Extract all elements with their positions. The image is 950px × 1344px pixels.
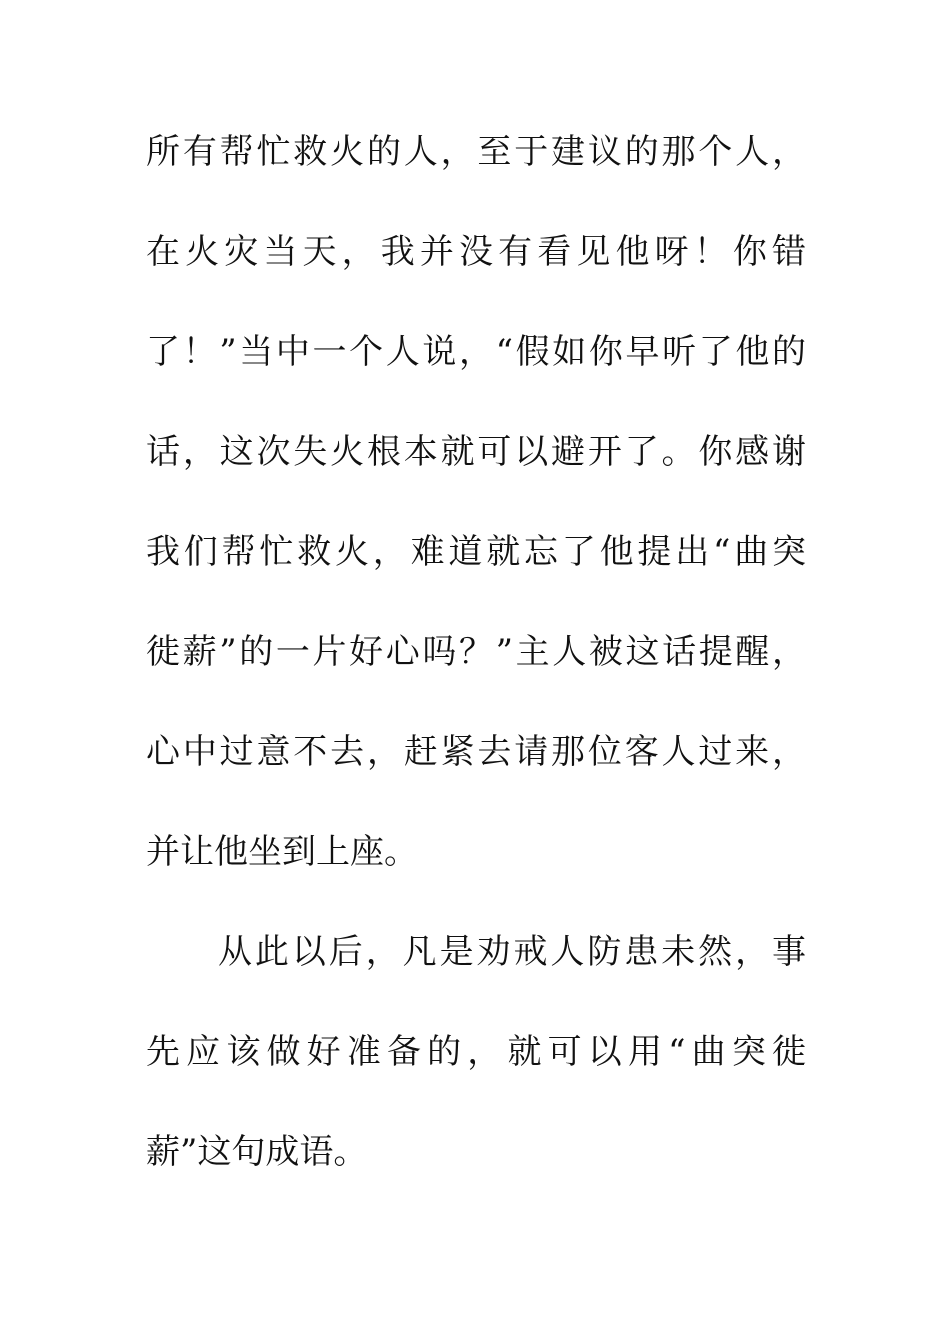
text-line: 并让他坐到上座。: [146, 832, 418, 872]
text-line: 话，这次失火根本就可以避开了。你感谢: [146, 432, 806, 472]
text-line: 心中过意不去，赶紧去请那位客人过来，: [146, 732, 806, 772]
body-text: [146, 124, 806, 1224]
paragraph-first-line: 从此以后，凡是劝戒人防患未然，事: [218, 932, 806, 972]
text-line: 了！”当中一个人说，“假如你早听了他的: [146, 332, 806, 372]
text-line: 在火灾当天，我并没有看见他呀！你错: [146, 232, 806, 272]
text-line: 所有帮忙救火的人，至于建议的那个人，: [146, 132, 806, 172]
text-line: 薪”这句成语。: [146, 1132, 368, 1172]
text-line: 先应该做好准备的，就可以用“曲突徙: [146, 1032, 806, 1072]
text-line: 徙薪”的一片好心吗？”主人被这话提醒，: [146, 632, 806, 672]
text-line: 我们帮忙救火，难道就忘了他提出“曲突: [146, 532, 806, 572]
